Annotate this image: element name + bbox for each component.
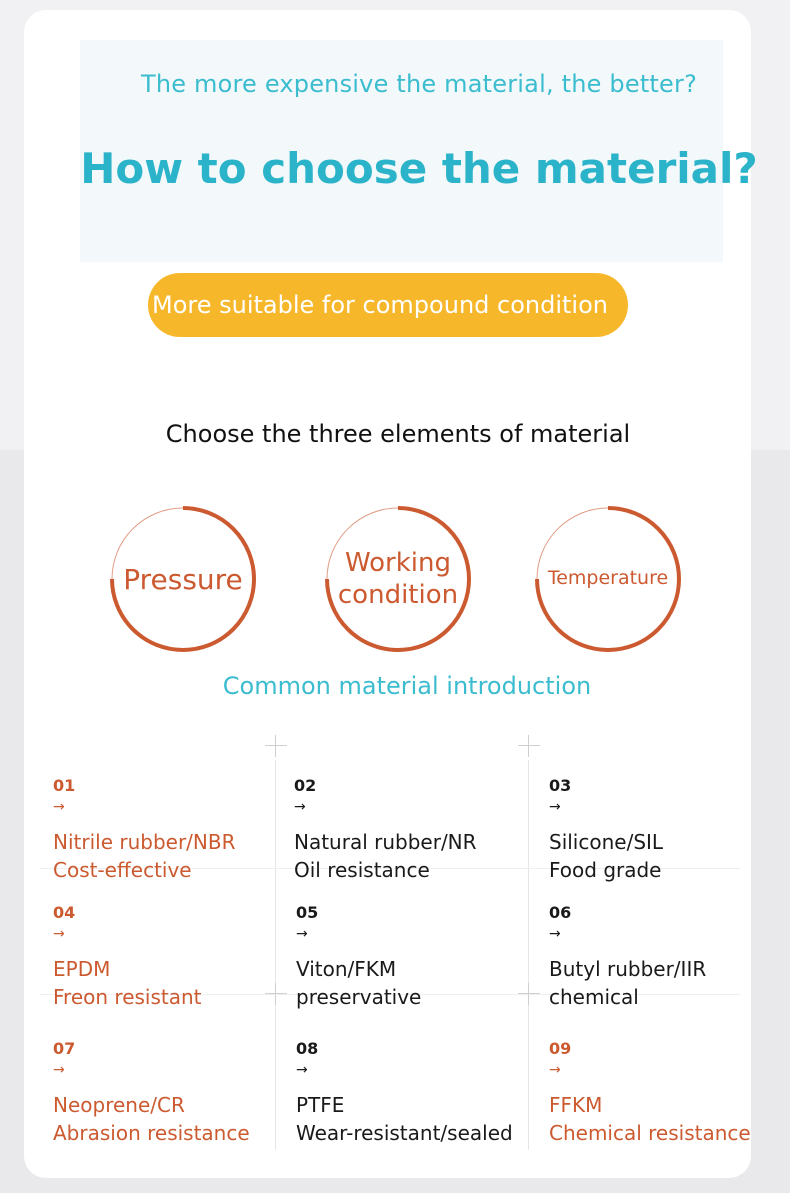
material-name: Nitrile rubber/NBR [53, 830, 236, 854]
material-feature: Oil resistance [294, 858, 430, 882]
material-item [296, 1039, 536, 1147]
material-item [549, 903, 789, 1011]
material-number: 06 [549, 903, 572, 922]
material-number: 03 [549, 776, 572, 795]
arrow-icon: → [549, 926, 561, 942]
temperature-circle [534, 505, 682, 653]
arrow-icon: → [549, 1062, 561, 1078]
material-feature: Chemical resistance [549, 1121, 751, 1145]
arrow-icon: → [549, 799, 561, 815]
material-name: PTFE [296, 1093, 345, 1117]
material-feature: Abrasion resistance [53, 1121, 250, 1145]
material-number: 02 [294, 776, 317, 795]
material-feature: Freon resistant [53, 985, 202, 1009]
material-number: 09 [549, 1039, 572, 1058]
material-number: 07 [53, 1039, 76, 1058]
material-number: 01 [53, 776, 76, 795]
arrow-icon: → [294, 799, 306, 815]
arrow-icon: → [53, 799, 65, 815]
material-name: Silicone/SIL [549, 830, 664, 854]
material-name: Butyl rubber/IIR [549, 957, 707, 981]
material-feature: Wear-resistant/sealed [296, 1121, 513, 1145]
hero-title: How to choose the material? [80, 144, 758, 193]
arrow-icon: → [53, 1062, 65, 1078]
working-condition-label-line2: condition [337, 580, 459, 610]
elements-heading: Choose the three elements of material [165, 420, 631, 448]
hero-subtitle: The more expensive the material, the better? [140, 70, 698, 98]
arrow-icon: → [53, 926, 65, 942]
working-condition-label-line1: Working [344, 547, 452, 578]
pressure-circle [109, 505, 257, 653]
material-number: 08 [296, 1039, 319, 1058]
material-item [296, 903, 536, 1011]
plus-marker-icon [265, 735, 287, 757]
material-item [53, 1039, 293, 1147]
arrow-icon: → [296, 926, 308, 942]
working-condition-circle [324, 505, 472, 653]
temperature-label: Temperature [547, 567, 669, 590]
compound-condition-pill [148, 273, 628, 337]
material-number: 04 [53, 903, 76, 922]
material-intro-heading: Common material introduction [222, 672, 592, 700]
material-number: 05 [296, 903, 319, 922]
pill-label: More suitable for compound condition [152, 291, 608, 319]
material-item [549, 1039, 789, 1147]
material-name: Natural rubber/NR [294, 830, 477, 854]
material-feature: chemical [549, 985, 639, 1009]
material-name: Neoprene/CR [53, 1093, 185, 1117]
material-item [294, 776, 534, 884]
pressure-label: Pressure [123, 562, 243, 596]
plus-marker-icon [518, 735, 540, 757]
arrow-icon: → [296, 1062, 308, 1078]
material-name: Viton/FKM [296, 957, 397, 981]
material-feature: preservative [296, 985, 422, 1009]
material-item [549, 776, 789, 884]
material-name: FFKM [549, 1093, 603, 1117]
material-item [53, 776, 293, 884]
material-item [53, 903, 293, 1011]
material-feature: Cost-effective [53, 858, 192, 882]
material-feature: Food grade [549, 858, 662, 882]
material-name: EPDM [53, 957, 111, 981]
